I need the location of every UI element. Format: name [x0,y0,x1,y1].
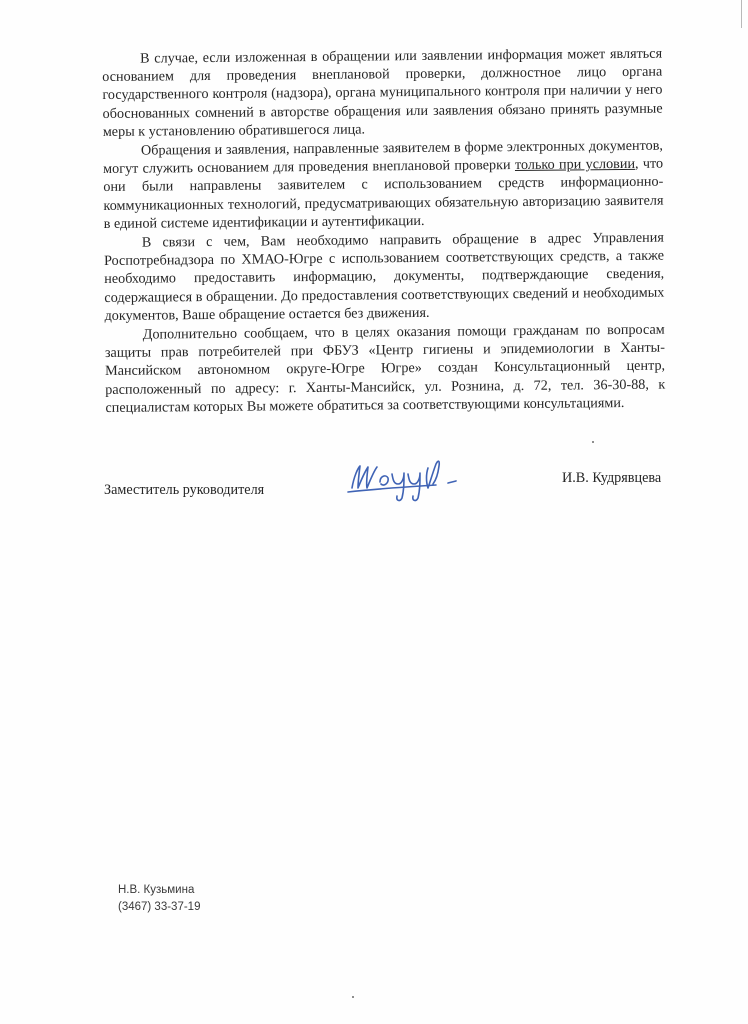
handwritten-signature [344,454,474,506]
executor-name: Н.В. Кузьмина [118,884,195,896]
underlined-condition: только при условии [514,156,636,174]
paragraph-electronic-documents [103,137,664,233]
signature-block [104,462,674,512]
paragraph-consultation-center: Дополнительно сообщаем, что в целях оказания помощи гражданам по вопросам защиты прав потребителей при ФБУЗ «Центр гигиены и эпидемиологии в Ханты-Мансийском автономном округе-Югре Югре» создан Консультационный центр, расположенный по адресу: г. Ханты-Мансийск, ул. Рознина, д. 72, тел. 36-30-88, к специалистам которых Вы можете обратиться за соответствующими консультациями. [104,321,666,416]
scan-speck [592,441,594,443]
paragraph-request-direction: В связи с чем, Вам необходимо направить обращение в адрес Управления Роспотребнадзора по ХМАО-Югре с использованием соответствующих средств, а также необходимо предоставить информацию, документы, подтверждающие сведения, содержащиеся в обращении. До предоставления соответствующих сведений и необходимых документов, Ваше обращение остается без движения. [103,229,665,324]
scan-speck [352,996,354,998]
paragraph-electronic-documents-start: Обращения и заявления, направленные заявителем в форме электронных документов, могут служить основанием для проведения внеплановой проверки [103,137,664,178]
scan-edge-mark [741,0,742,28]
letter-body [102,45,666,418]
executor-contact [118,882,200,916]
paragraph-electronic-documents-end: , что они были направлены заявителем с использованием средств информационно-коммуникационных технологий, предусматривающих обязательную авторизацию заявителя в единой системе идентификации и аутентификации. [103,155,664,232]
signer-name: И.В. Кудрявцева [562,470,662,486]
executor-phone: (3467) 33-37-19 [118,901,201,913]
paragraph-verification-grounds: В случае, если изложенная в обращении или заявлении информация может являться основанием для проведения внеплановой проверки, должностное лицо органа государственного контроля (надзора), органа муниципального контроля при наличии у него обоснованных сомнений в авторстве обращения или заявления обязано принять разумные меры к установлению обратившегося лица. [102,45,663,140]
position-title: Заместитель руководителя [104,482,265,498]
